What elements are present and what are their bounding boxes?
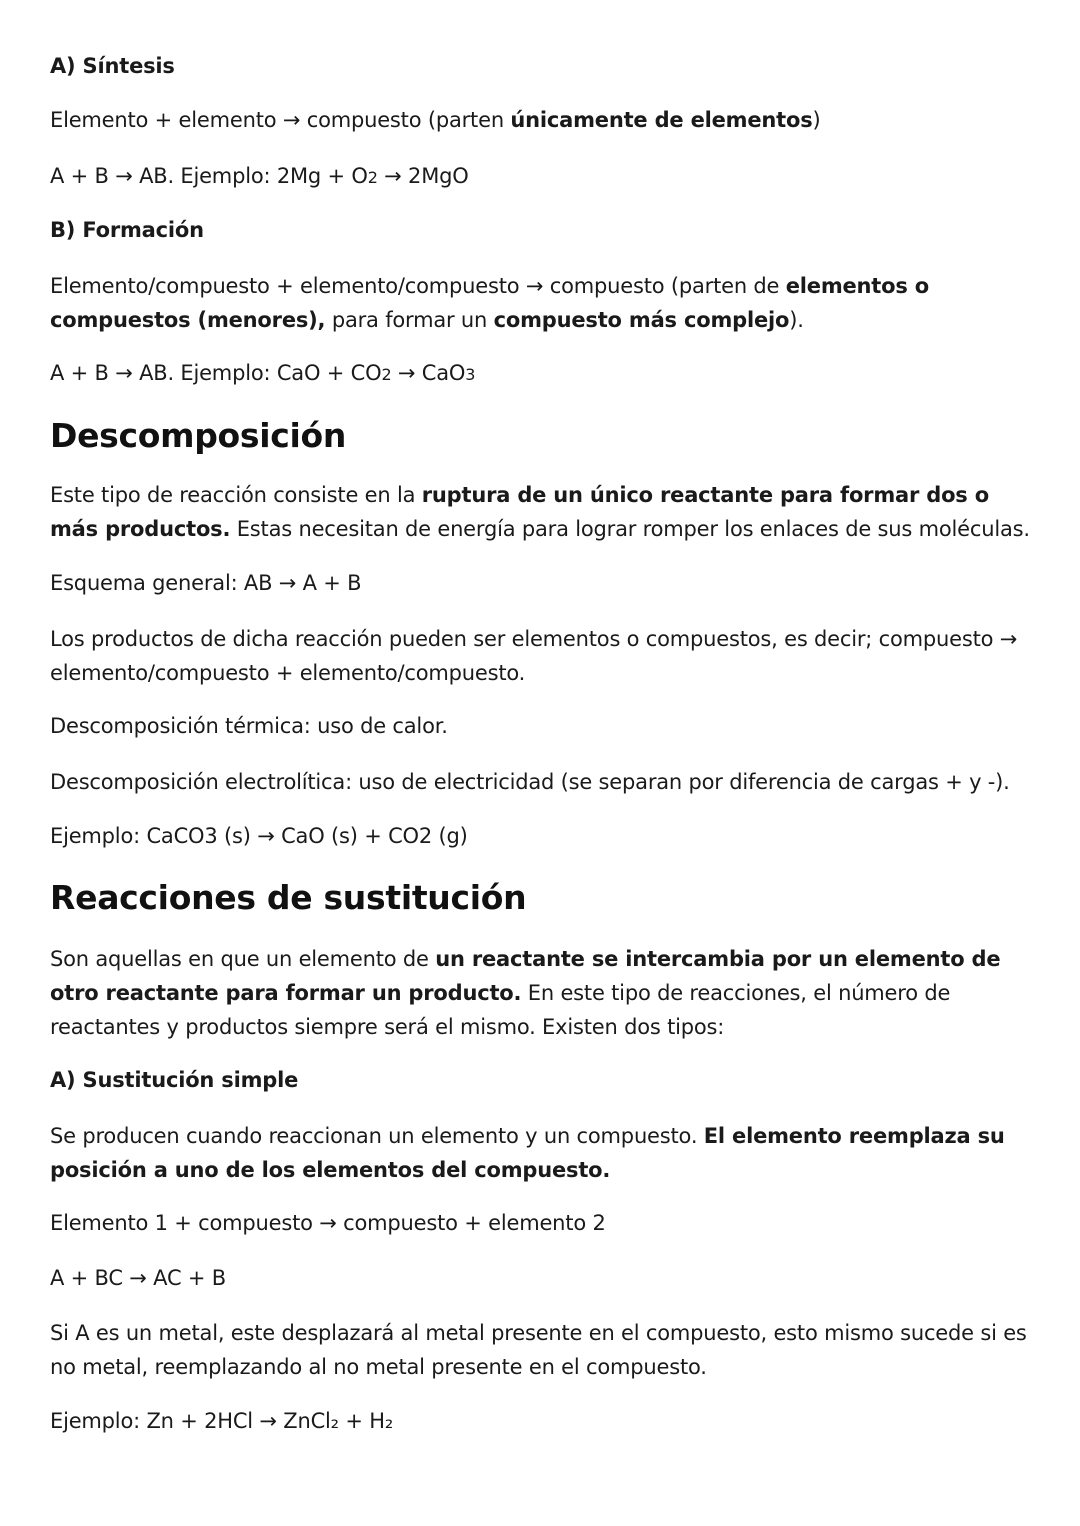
sustitucion-intro: Son aquellas en que un elemento de un reactante se intercambia por un elemento de otro reactante para formar un producto. En este tipo de reacciones, el número de reactantes y productos siempre será el mismo. Existen dos tipos:: [50, 947, 1001, 1039]
descomposicion-title: Descomposición: [50, 416, 347, 455]
sintesis-example: A + B → AB. Ejemplo: 2Mg + O2 → 2MgO: [50, 164, 469, 188]
sustitucion-simple-heading: A) Sustitución simple: [50, 1068, 299, 1092]
sustitucion-example: Ejemplo: Zn + 2HCl → ZnCl₂ + H₂: [50, 1409, 394, 1433]
sustitucion-metal-explanation: Si A es un metal, este desplazará al metal presente en el compuesto, esto mismo sucede si es no metal, reemplazando al no metal presente en el compuesto.: [50, 1321, 1027, 1379]
formacion-heading: B) Formación: [50, 218, 204, 242]
sintesis-definition: Elemento + elemento → compuesto (parten únicamente de elementos): [50, 108, 821, 132]
descomposicion-intro: Este tipo de reacción consiste en la ruptura de un único reactante para formar dos o más productos. Estas necesitan de energía para lograr romper los enlaces de sus moléculas.: [50, 483, 1030, 541]
descomposicion-scheme: Esquema general: AB → A + B: [50, 571, 362, 595]
sustitucion-simple-definition: Se producen cuando reaccionan un elemento y un compuesto. El elemento reemplaza su posición a uno de los elementos del compuesto.: [50, 1124, 1005, 1182]
formacion-example: A + B → AB. Ejemplo: CaO + CO2 → CaO3: [50, 361, 476, 385]
descomposicion-products: Los productos de dicha reacción pueden ser elementos o compuestos, es decir; compuesto → elemento/compuesto + elemento/compuesto.: [50, 627, 1018, 685]
sustitucion-title: Reacciones de sustitución: [50, 878, 527, 917]
sintesis-heading: A) Síntesis: [50, 54, 175, 78]
sustitucion-word-equation: Elemento 1 + compuesto → compuesto + elemento 2: [50, 1211, 606, 1235]
descomposicion-electrolytic: Descomposición electrolítica: uso de electricidad (se separan por diferencia de cargas + y -).: [50, 770, 1010, 794]
descomposicion-thermal: Descomposición térmica: uso de calor.: [50, 714, 448, 738]
sustitucion-letter-equation: A + BC → AC + B: [50, 1266, 226, 1290]
descomposicion-example: Ejemplo: CaCO3 (s) → CaO (s) + CO2 (g): [50, 824, 468, 848]
formacion-definition: Elemento/compuesto + elemento/compuesto → compuesto (parten de elementos o compuestos (menores), para formar un compuesto más complejo).: [50, 274, 930, 332]
